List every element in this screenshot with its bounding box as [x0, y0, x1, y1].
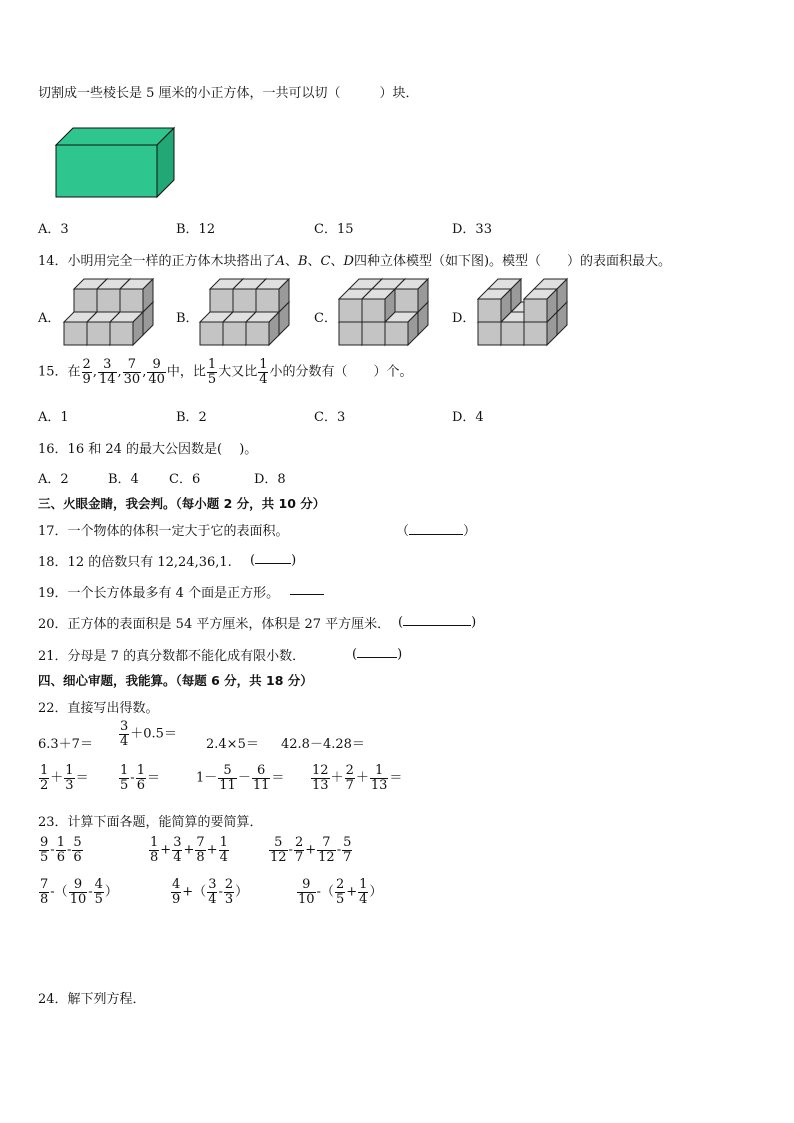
q14-letter-c: C — [320, 254, 331, 269]
cube-block — [395, 279, 428, 312]
cube-block — [246, 312, 279, 345]
fraction: $\frac{3}{14}$ — [98, 357, 116, 387]
q13-option-c[interactable]: C．15 — [314, 222, 354, 237]
q15-tail: 小的分数有（ ）个。 — [269, 364, 413, 380]
cube-block — [524, 289, 557, 322]
cube-block — [110, 312, 143, 345]
q14-letter-b: B — [297, 254, 308, 269]
q15-option-d[interactable]: D．4 — [452, 410, 484, 425]
q14-sep: 、 — [307, 254, 321, 269]
q14-number: 14． — [38, 254, 68, 269]
q16-option-c[interactable]: C．6 — [169, 472, 201, 487]
q16-option-d[interactable]: D．8 — [254, 472, 286, 487]
q15-option-c[interactable]: C．3 — [314, 410, 346, 425]
cube-block — [478, 289, 511, 322]
fraction: $\frac{2}{9}$ — [82, 357, 91, 387]
q16-option-a[interactable]: A．2 — [38, 472, 69, 487]
q22-title: 22．直接写出得数。 — [38, 701, 159, 716]
fraction: $\frac{1}{4}$ — [259, 357, 268, 387]
q22-expr-6: $\frac{1}{5}$ - $\frac{1}{6}$ ＝ — [120, 763, 160, 793]
q14-sep: 、 — [284, 254, 298, 269]
q22-expr-3: 2.4×5＝ — [206, 737, 259, 752]
q21-text: 21．分母是 7 的真分数都不能化成有限小数． — [38, 649, 306, 664]
q18-answer-blank[interactable]: ( ) — [250, 553, 297, 568]
q16-option-b[interactable]: B．4 — [108, 472, 139, 487]
section-4-heading: 四、细心审题，我能算。（每题 6 分，共 18 分） — [38, 673, 313, 688]
q15-mid2: 大又比 — [218, 364, 258, 380]
q20-text: 20．正方体的表面积是 54 平方厘米，体积是 27 平方厘米． — [38, 617, 391, 632]
q22-expr-2: $\frac{3}{4}$ ＋0.5＝ — [120, 719, 177, 749]
q23-expr-6: $\frac{9}{10}$ -（ $\frac{2}{5}$ + $\frac{1}{4}$ ） — [298, 877, 383, 907]
q22-expr-1: 6.3＋7＝ — [38, 737, 93, 752]
q13-text: 切割成一些棱长是 5 厘米的小正方体，一共可以切（ ）块． — [38, 86, 419, 101]
q21-answer-blank[interactable]: ( ) — [352, 647, 403, 662]
q15-mid: 中，比 — [166, 364, 206, 380]
q22-expr-7: 1－ $\frac{5}{11}$ － $\frac{6}{11}$ ＝ — [196, 763, 285, 793]
q14-part1: 小明用完全一样的正方体木块搭出了 — [67, 254, 276, 269]
fraction: $\frac{1}{5}$ — [207, 357, 217, 387]
q22-expr-4: 42.8－4.28＝ — [281, 737, 365, 752]
q15-option-a[interactable]: A．1 — [38, 410, 69, 425]
q14-part2: 四种立体模型（如下图)。模型（ ）的表面积最大。 — [353, 254, 672, 269]
q13-option-d[interactable]: D．33 — [452, 222, 492, 237]
cube-model-a — [64, 283, 154, 347]
cuboid-top — [56, 128, 174, 145]
cube-block — [256, 279, 289, 312]
cube-block — [362, 289, 395, 322]
q14-option-b[interactable]: B． — [176, 311, 199, 326]
q14-letter-d: D — [343, 254, 354, 269]
q23-expr-2: $\frac{1}{8}$ + $\frac{3}{4}$ + $\frac{7}{8}$ + $\frac{1}{4}$ — [150, 835, 228, 865]
q14-text — [38, 250, 671, 269]
q23-expr-1: $\frac{9}{5}$ - $\frac{1}{6}$ - $\frac{5}{6}$ — [40, 835, 82, 865]
q13-option-a[interactable]: A．3 — [38, 222, 69, 237]
q17-text: 17．一个物体的体积一定大于它的表面积。 — [38, 524, 289, 539]
q18-text: 18．12 的倍数只有 12,24,36,1. — [38, 555, 232, 570]
cuboid-figure — [56, 128, 176, 200]
q22-expr-8: $\frac{12}{13}$ ＋ $\frac{2}{7}$ ＋ $\frac{1}{13}$ ＝ — [312, 763, 403, 793]
q22-expr-5: $\frac{1}{2}$ ＋ $\frac{1}{3}$ ＝ — [40, 763, 89, 793]
q23-expr-4: $\frac{7}{8}$ -（ $\frac{9}{10}$ - $\frac{4}{5}$ ） — [40, 877, 118, 907]
q23-expr-3: $\frac{5}{12}$ - $\frac{2}{7}$ + $\frac{7}{12}$ - $\frac{5}{7}$ — [270, 835, 352, 865]
q17-answer-blank[interactable]: （ ） — [396, 524, 477, 539]
q15-option-b[interactable]: B．2 — [176, 410, 207, 425]
cube-model-c — [339, 283, 431, 347]
fraction: $\frac{9}{40}$ — [148, 357, 165, 387]
q14-sep: 、 — [330, 254, 344, 269]
q13-option-b[interactable]: B．12 — [176, 222, 216, 237]
q20-answer-blank[interactable]: ( ) — [398, 615, 477, 630]
cube-model-d — [478, 283, 570, 347]
q23-title: 23．计算下面各题，能简算的要简算． — [38, 815, 263, 830]
q15-number: 15．在 — [38, 364, 81, 380]
q19-answer-blank[interactable] — [290, 582, 324, 599]
q14-letter-a: A — [275, 254, 285, 269]
q15-text: 15．在 $\frac{2}{9}$ , $\frac{3}{14}$ , $\frac{7}{30}$ , $\frac{9}{40}$ 中，比 $\frac{1}{5}$ 大又比 $\frac{1}{4}$ 小的分数有（ ）个。 — [38, 357, 413, 387]
fraction: $\frac{7}{30}$ — [123, 357, 141, 387]
cube-block — [120, 279, 153, 312]
q24-title: 24．解下列方程． — [38, 992, 146, 1007]
q14-option-a[interactable]: A． — [38, 311, 61, 326]
q23-expr-5: $\frac{4}{9}$ +（ $\frac{3}{4}$ - $\frac{2}{3}$ ） — [172, 877, 249, 907]
cuboid-front — [56, 145, 157, 197]
q14-option-d[interactable]: D． — [452, 311, 476, 326]
q14-option-c[interactable]: C． — [314, 311, 337, 326]
cube-model-b — [200, 283, 300, 347]
section-3-heading: 三、火眼金睛，我会判。（每小题 2 分，共 10 分） — [38, 496, 326, 511]
q16-text: 16．16 和 24 的最大公因数是( )。 — [38, 442, 258, 457]
q19-text: 19．一个长方体最多有 4 个面是正方形。 — [38, 586, 280, 601]
